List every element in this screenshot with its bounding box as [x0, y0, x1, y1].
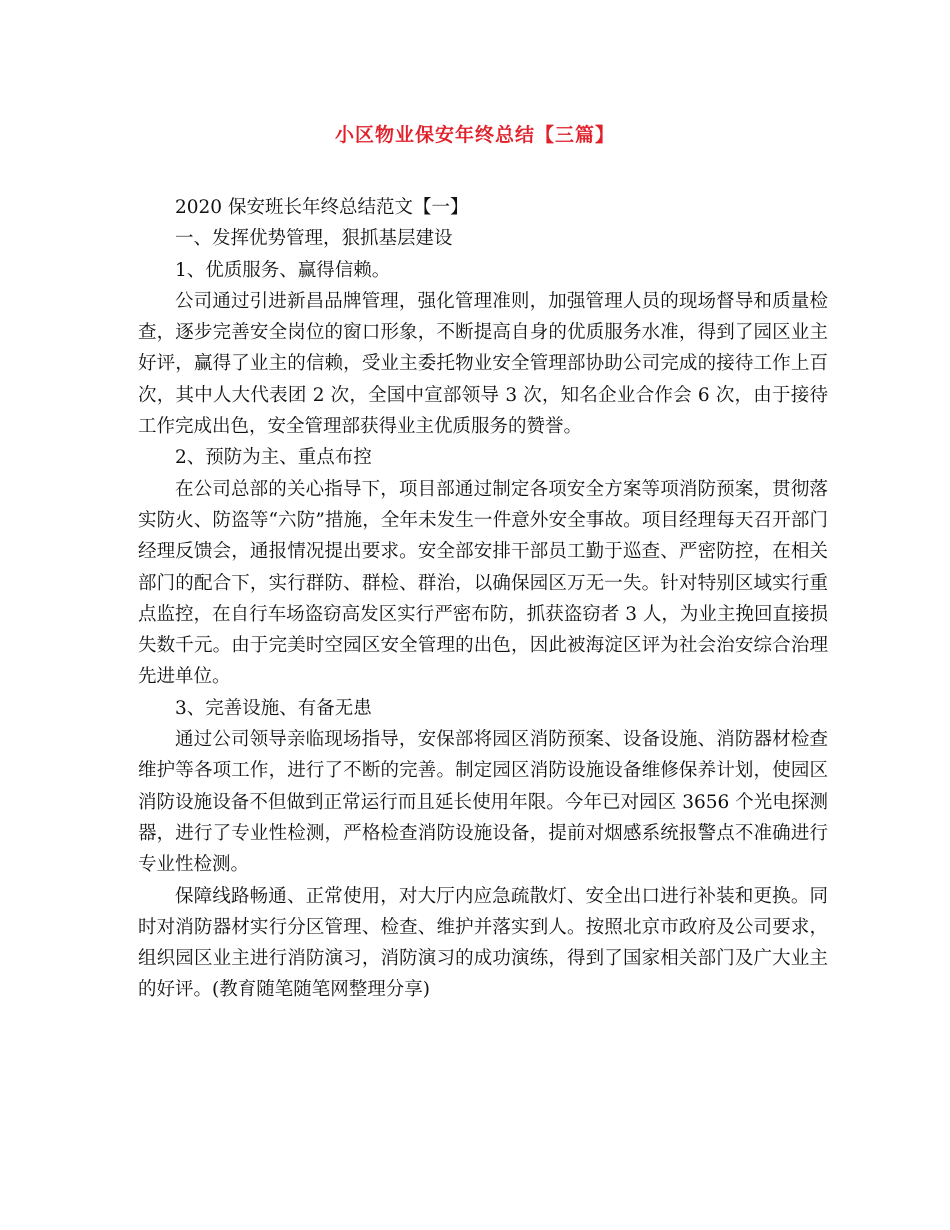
subsection-heading: 3、完善设施、有备无患: [175, 697, 372, 719]
section-heading: 2020 保安班长年终总结范文【一】: [175, 197, 469, 218]
section-heading: 一、发挥优势管理，狠抓基层建设: [175, 228, 453, 250]
subsection-heading: 2、预防为主、重点布控: [175, 447, 372, 469]
subsection-heading: 1、优质服务、赢得信赖。: [175, 259, 391, 281]
page-title: 小区物业保安年终总结【三篇】: [334, 124, 615, 146]
body-paragraph: 通过公司领导亲临现场指导，安保部将园区消防预案、设备设施、消防器材检查维护等各项工作，进行了不断的完善。制定园区消防设施设备维修保养计划，使园区消防设施设备不但做到正常运行而且延长使用年限。今年已对园区 3656 个光电探测器，进行了专业性检测，严格检查消防设施设备，提前对烟感系统报警点不准确进行专业性检测。: [138, 729, 828, 876]
body-paragraph: 保障线路畅通、正常使用，对大厅内应急疏散灯、安全出口进行补装和更换。同时对消防器材实行分区管理、检查、维护并落实到人。按照北京市政府及公司要求，组织园区业主进行消防演习，消防演习的成功演练，得到了国家相关部门及广大业主的好评。(教育随笔随笔网整理分享): [138, 885, 828, 1001]
document-body: [138, 192, 828, 1006]
body-paragraph: 在公司总部的关心指导下，项目部通过制定各项安全方案等项消防预案，贯彻落实防火、防盗等“六防”措施，全年未发生一件意外安全事故。项目经理每天召开部门经理反馈会，通报情况提出要求。安全部安排干部员工勤于巡查、严密防控，在相关部门的配合下，实行群防、群检、群治，以确保园区万无一失。针对特别区域实行重点监控，在自行车场盗窃高发区实行严密布防，抓获盗窃者 3 人，为业主挽回直接损失数千元。由于完美时空园区安全管理的出色，因此被海淀区评为社会治安综合治理先进单位。: [138, 478, 828, 688]
body-paragraph: 公司通过引进新昌品牌管理，强化管理准则，加强管理人员的现场督导和质量检查，逐步完善安全岗位的窗口形象，不断提高自身的优质服务水准，得到了园区业主好评，赢得了业主的信赖，受业主委托物业安全管理部协助公司完成的接待工作上百次，其中人大代表团 2 次，全国中宣部领导 3 次，知名企业合作会 6 次，由于接待工作完成出色，安全管理部获得业主优质服务的赞誉。: [138, 290, 828, 438]
